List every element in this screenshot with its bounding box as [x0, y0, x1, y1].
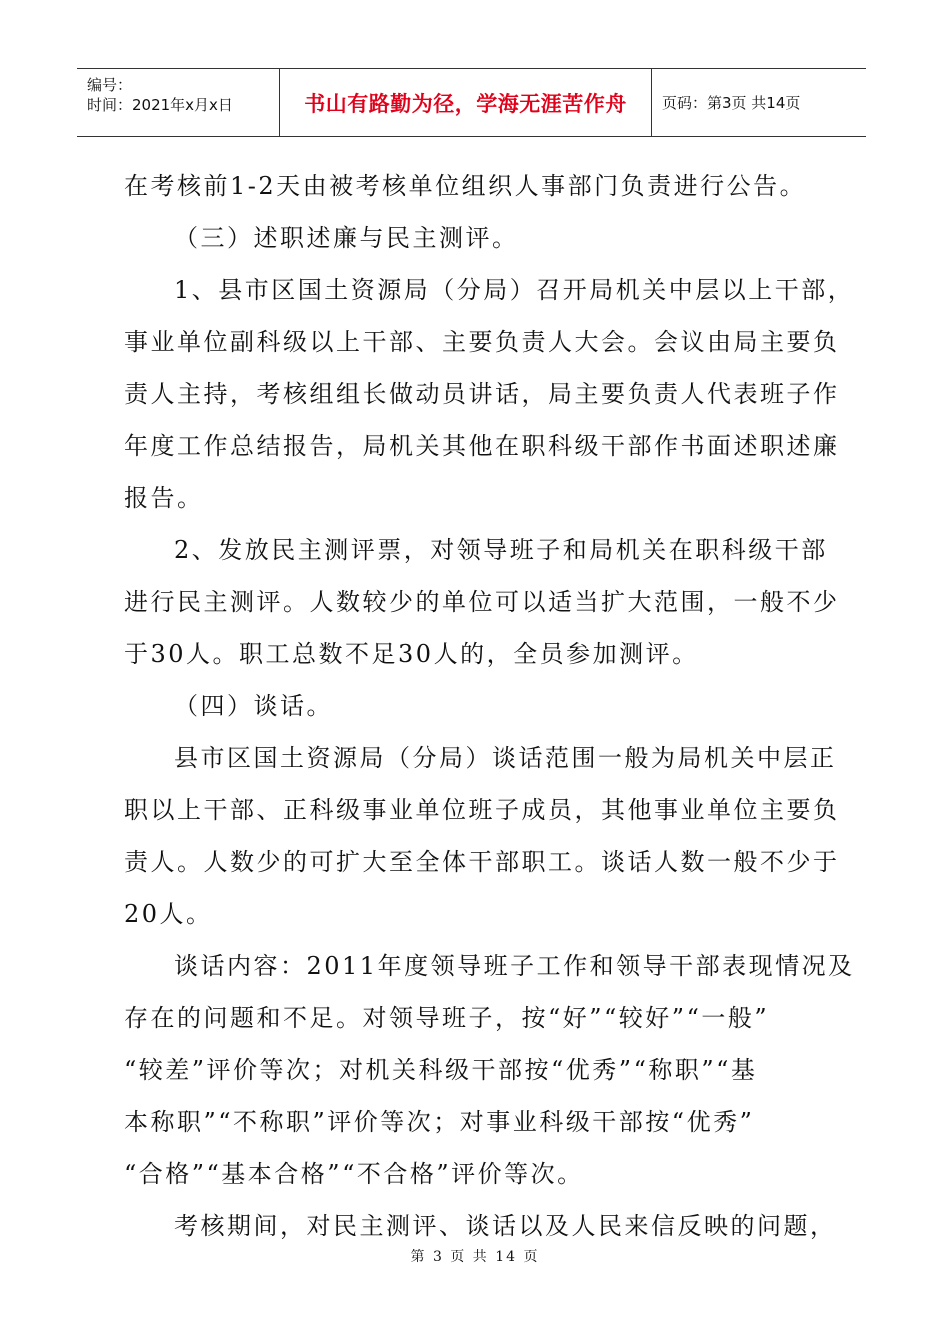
document-body — [124, 160, 855, 1252]
body-line: 职以上干部、正科级事业单位班子成员，其他事业单位主要负 — [124, 796, 840, 824]
body-line: 报告。 — [124, 484, 204, 512]
body-line: 20人。 — [124, 900, 213, 928]
body-line: “合格”“基本合格”“不合格”评价等次。 — [124, 1160, 584, 1188]
body-line: 2、发放民主测评票，对领导班子和局机关在职科级干部 — [174, 536, 828, 564]
body-line: 在考核前1-2天由被考核单位组织人事部门负责进行公告。 — [124, 172, 807, 200]
body-line: 责人主持，考核组组长做动员讲话，局主要负责人代表班子作 — [124, 380, 840, 408]
body-line: “较差”评价等次；对机关科级干部按“优秀”“称职”“基 — [124, 1056, 758, 1084]
section-heading: （三）述职述廉与民主测评。 — [174, 224, 519, 252]
document-date: 时间：2021年x月x日 — [87, 96, 233, 114]
header-motto: 书山有路勤为径，学海无涯苦作舟 — [304, 91, 627, 116]
body-line: 谈话内容：2011年度领导班子工作和领导干部表现情况及 — [174, 952, 855, 980]
document-header — [77, 68, 866, 137]
body-line: 考核期间，对民主测评、谈话以及人民来信反映的问题， — [174, 1212, 837, 1240]
body-line: 年度工作总结报告，局机关其他在职科级干部作书面述职述廉 — [124, 432, 840, 460]
body-line: 1、县市区国土资源局（分局）召开局机关中层以上干部， — [174, 276, 855, 304]
document-number-label: 编号： — [87, 76, 133, 94]
body-line: 于30人。职工总数不足30人的，全员参加测评。 — [124, 640, 699, 668]
body-line: 本称职”“不称职”评价等次；对事业科级干部按“优秀” — [124, 1108, 755, 1136]
body-line: 进行民主测评。人数较少的单位可以适当扩大范围，一般不少 — [124, 588, 840, 616]
section-heading: （四）谈话。 — [174, 692, 333, 720]
header-motto-cell — [280, 69, 652, 136]
body-line: 存在的问题和不足。对领导班子，按“好”“较好”“一般” — [124, 1004, 770, 1032]
header-meta — [77, 69, 280, 136]
body-line: 责人。人数少的可扩大至全体干部职工。谈话人数一般不少于 — [124, 848, 840, 876]
body-line: 事业单位副科级以上干部、主要负责人大会。会议由局主要负 — [124, 328, 840, 356]
header-page-info-cell — [652, 69, 866, 136]
header-page-info: 页码：第3页 共14页 — [662, 94, 801, 112]
body-line: 县市区国土资源局（分局）谈话范围一般为局机关中层正 — [174, 744, 837, 772]
page-footer: 第 3 页 共 14 页 — [410, 1249, 540, 1265]
